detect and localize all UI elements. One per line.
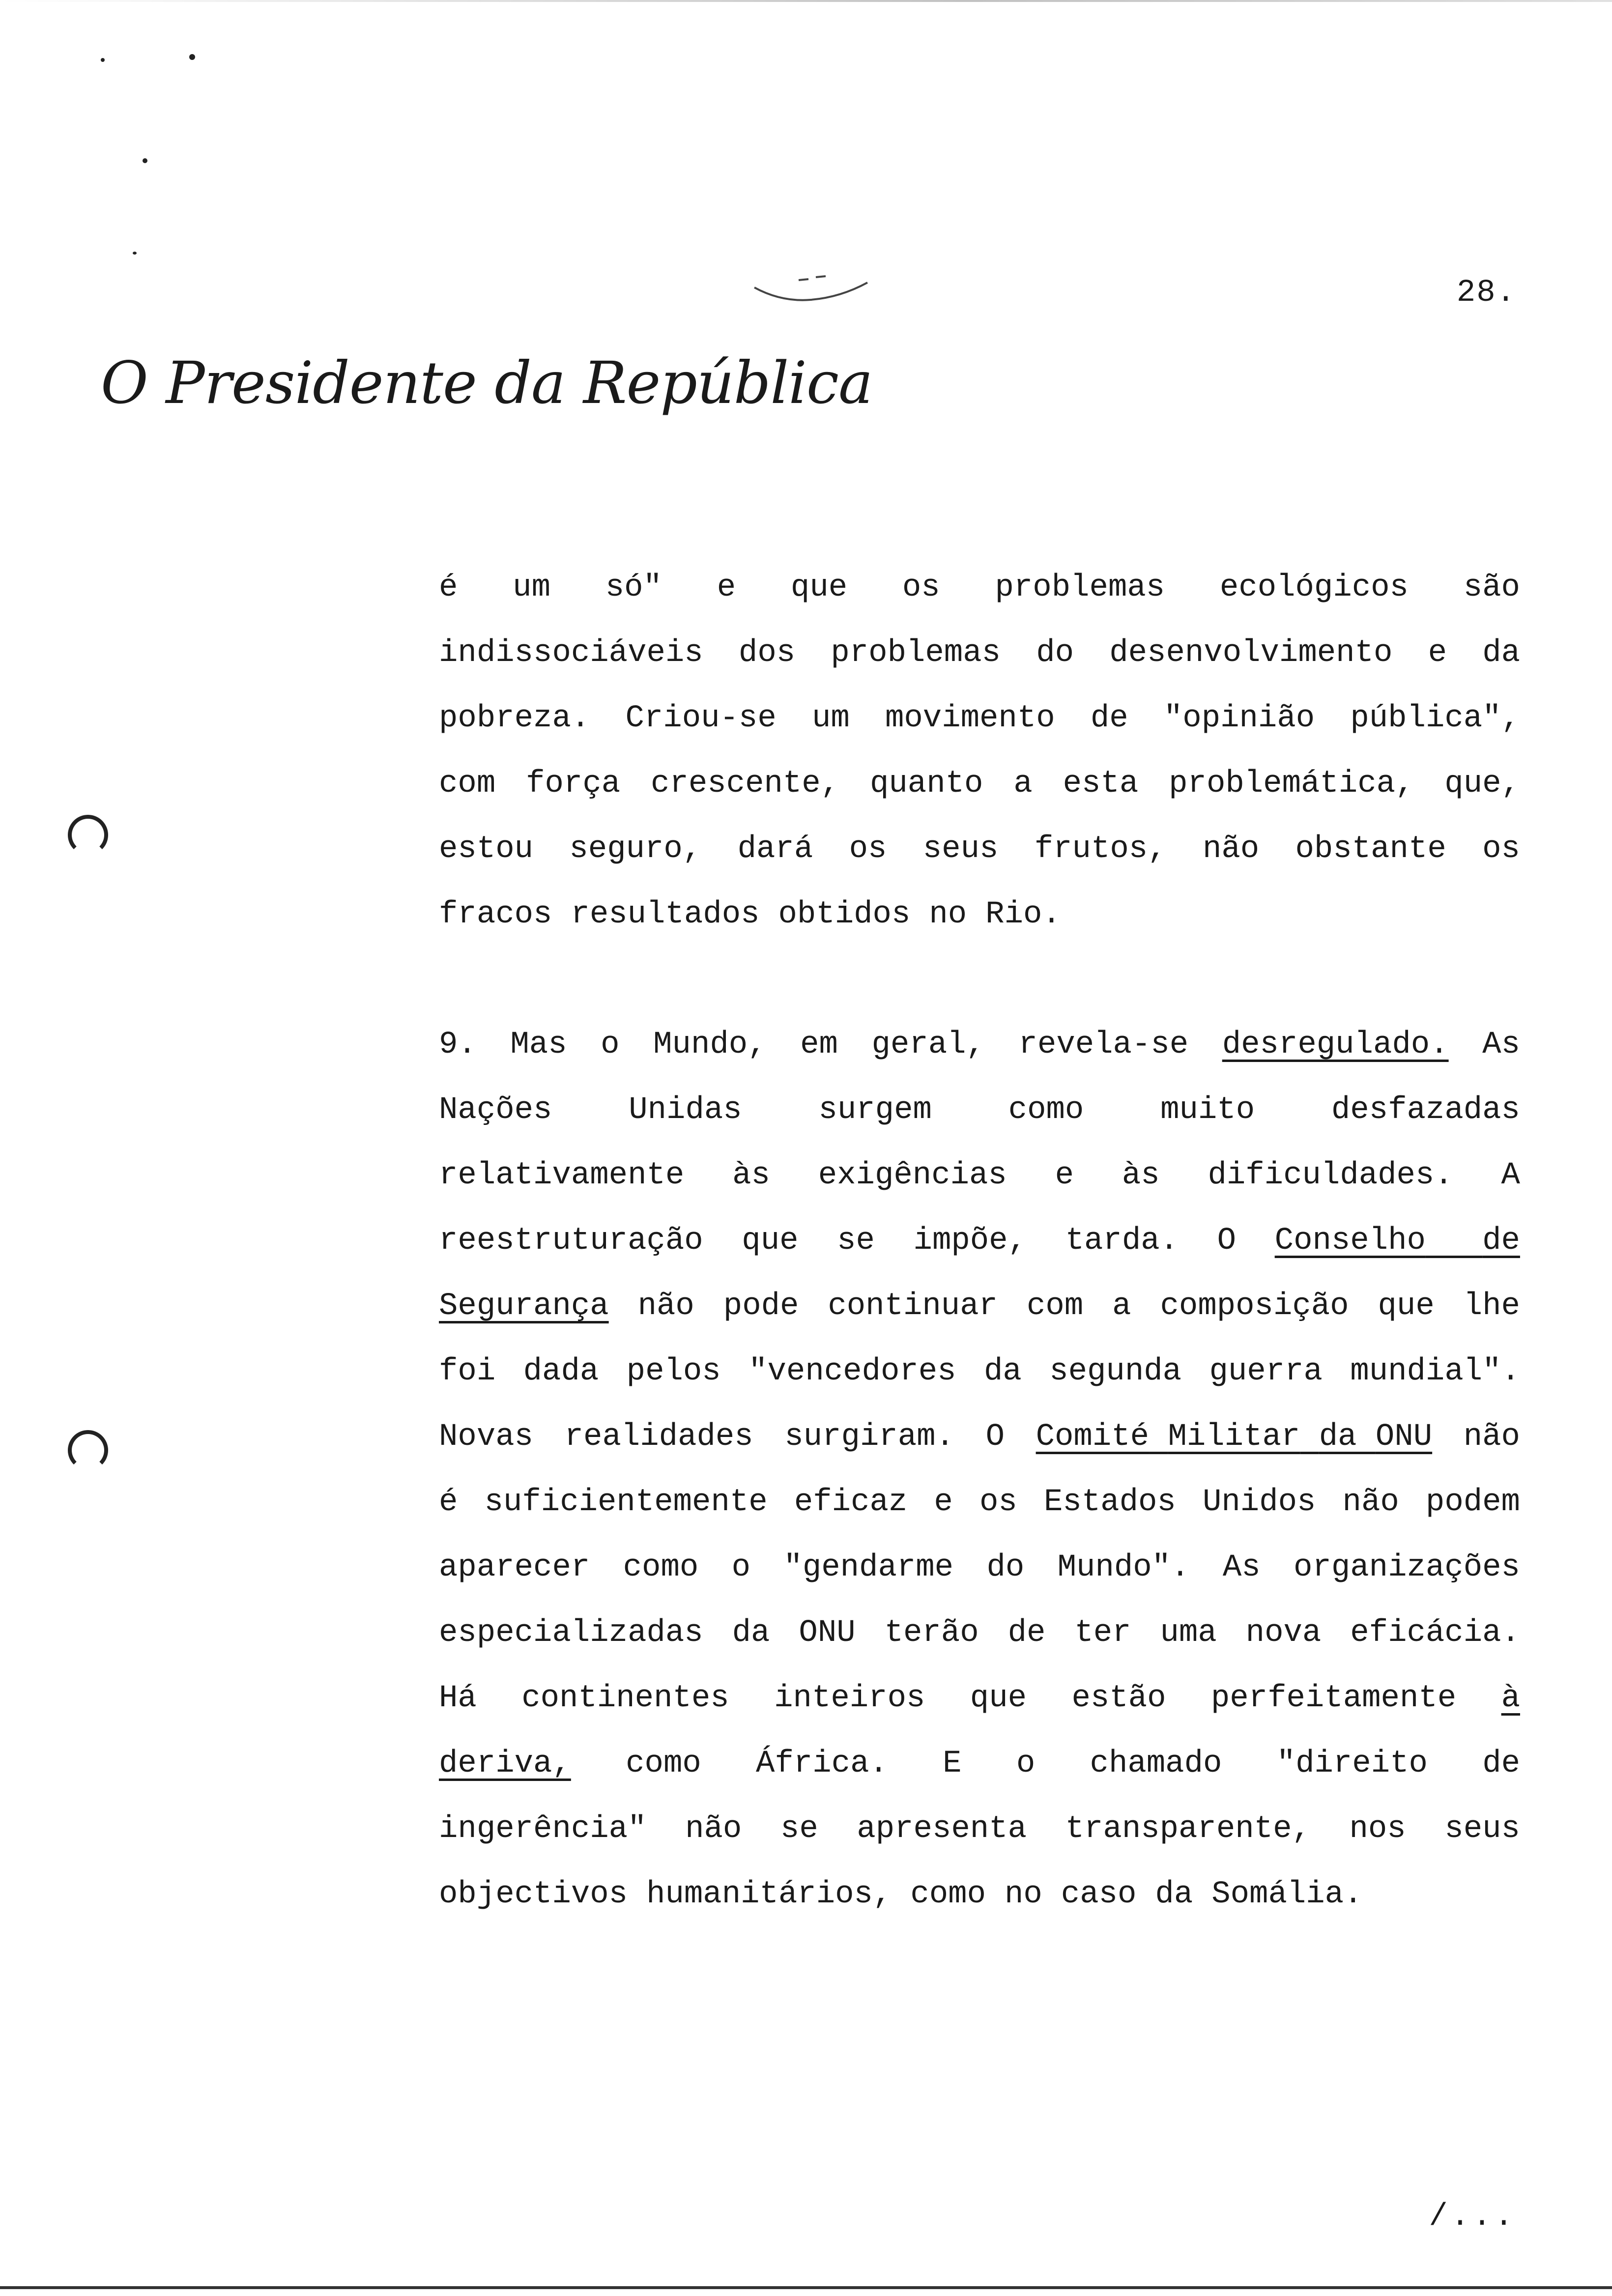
word: Unidos — [1202, 1485, 1316, 1520]
punch-hole — [68, 1430, 108, 1470]
word: relativamente — [439, 1158, 685, 1193]
word: estão — [1071, 1681, 1166, 1716]
word: como — [626, 1746, 701, 1781]
word: O — [1217, 1223, 1237, 1259]
word: dos — [738, 635, 796, 671]
word: segunda — [1049, 1354, 1182, 1389]
word: desfazadas — [1331, 1092, 1520, 1128]
word: da — [1482, 635, 1520, 671]
word: são — [1463, 570, 1520, 605]
word: o — [731, 1550, 751, 1585]
word: revela-se — [1018, 1027, 1189, 1062]
word: apresenta — [857, 1811, 1027, 1847]
word: problemática, — [1169, 766, 1414, 802]
word: Nações — [439, 1092, 552, 1128]
word: de — [1008, 1615, 1046, 1651]
word: fracos — [439, 897, 552, 932]
word: Estados — [1043, 1485, 1176, 1520]
word: a — [1013, 766, 1033, 802]
word: quanto — [869, 766, 983, 802]
word: da — [1319, 1419, 1357, 1455]
word: aparecer — [439, 1550, 590, 1585]
paragraph-1 — [439, 555, 1520, 947]
word: Criou-se — [625, 701, 777, 736]
word: o — [1016, 1746, 1036, 1781]
word: pública", — [1350, 701, 1520, 736]
word: realidades — [564, 1419, 753, 1455]
text-line — [439, 1666, 1520, 1731]
word: Rio. — [985, 897, 1061, 932]
word: os — [849, 832, 887, 867]
word: em — [800, 1027, 838, 1062]
word: que, — [1444, 766, 1520, 802]
paragraph-9 — [439, 1012, 1520, 1927]
word: ONU — [799, 1615, 856, 1651]
word: nos — [1349, 1811, 1406, 1847]
word: e — [717, 570, 736, 605]
word: dificuldades. — [1208, 1158, 1453, 1193]
word: exigências — [818, 1158, 1007, 1193]
letterhead-signature: O Presidente da República — [101, 349, 873, 417]
word: só" — [605, 570, 662, 605]
word: frutos, — [1034, 832, 1167, 867]
word: às — [732, 1158, 770, 1193]
text-line — [439, 1731, 1520, 1797]
word: e — [1428, 635, 1447, 671]
word: mundial". — [1350, 1354, 1520, 1389]
word: que — [790, 570, 848, 605]
word: foi — [439, 1354, 496, 1389]
word: Somália. — [1211, 1877, 1363, 1912]
text-line — [439, 1012, 1520, 1078]
word: os — [902, 570, 940, 605]
word: um — [811, 701, 850, 736]
word: e — [934, 1485, 953, 1520]
word: dará — [737, 832, 813, 867]
word: crescente, — [651, 766, 840, 802]
word: E — [943, 1746, 962, 1781]
word: organizações — [1294, 1550, 1520, 1585]
word: com — [439, 766, 496, 802]
word: O — [985, 1419, 1005, 1455]
underlined-term — [1036, 1405, 1433, 1470]
scan-speck — [143, 158, 147, 163]
word: de — [1482, 1746, 1520, 1781]
word: Há — [439, 1681, 477, 1716]
word: é — [439, 570, 458, 605]
word: da — [983, 1354, 1022, 1389]
word: ecológicos — [1219, 570, 1409, 605]
text-line — [439, 1078, 1520, 1143]
word: não — [637, 1289, 694, 1324]
text-line — [439, 817, 1520, 882]
word: surgiram. — [784, 1419, 954, 1455]
word: de — [1482, 1223, 1520, 1259]
word: inteiros — [774, 1681, 925, 1716]
word: terão — [884, 1615, 979, 1651]
word: pobreza. — [439, 701, 590, 736]
word: é — [439, 1485, 458, 1520]
underlined-term: à — [1501, 1681, 1520, 1716]
word: "direito — [1276, 1746, 1428, 1781]
underlined-term: deriva, — [439, 1746, 571, 1781]
word: nova — [1245, 1615, 1322, 1651]
word: não — [685, 1811, 742, 1847]
word: humanitários, — [646, 1877, 892, 1912]
text-line — [439, 751, 1520, 817]
word: resultados — [571, 897, 760, 932]
word: eficácia. — [1350, 1615, 1520, 1651]
word: da — [732, 1615, 770, 1651]
text-line — [439, 1405, 1520, 1470]
word: ter — [1074, 1615, 1131, 1651]
word: dada — [523, 1354, 599, 1389]
word: composição — [1160, 1289, 1349, 1324]
word: surgem — [818, 1092, 932, 1128]
word: que — [1378, 1289, 1435, 1324]
word: não — [1202, 832, 1260, 867]
text-line — [439, 1797, 1520, 1862]
word: guerra — [1209, 1354, 1323, 1389]
scan-speck — [189, 54, 195, 60]
word: podem — [1425, 1485, 1520, 1520]
word: Militar — [1168, 1419, 1300, 1455]
word: Mas — [510, 1027, 567, 1062]
continuation-mark: /... — [1429, 2199, 1516, 2235]
word: Conselho — [1274, 1223, 1426, 1259]
text-line — [439, 1143, 1520, 1208]
word: obtidos — [778, 897, 911, 932]
word: reestruturação — [439, 1223, 703, 1259]
word: um — [513, 570, 550, 605]
word: os — [979, 1485, 1017, 1520]
word: especializadas — [439, 1615, 703, 1651]
word: geral, — [871, 1027, 985, 1062]
word: no — [1004, 1877, 1042, 1912]
word: tarda. — [1065, 1223, 1179, 1259]
text-line — [439, 1274, 1520, 1339]
word: do — [986, 1550, 1025, 1585]
text-line — [439, 1535, 1520, 1601]
word: indissociáveis — [439, 635, 703, 671]
word: estou — [439, 832, 534, 867]
word: muito — [1160, 1092, 1255, 1128]
word: da — [1155, 1877, 1193, 1912]
bottom-rule — [0, 2286, 1612, 2289]
word: "vencedores — [748, 1354, 956, 1389]
word: transparente, — [1065, 1811, 1311, 1847]
word: a — [1112, 1289, 1131, 1324]
word: no — [929, 897, 967, 932]
word: Novas — [439, 1419, 534, 1455]
word: os — [1482, 832, 1520, 867]
word: pode — [723, 1289, 799, 1324]
scan-speck — [133, 252, 137, 255]
word: se — [780, 1811, 818, 1847]
word: perfeitamente — [1210, 1681, 1457, 1716]
word: lhe — [1463, 1289, 1520, 1324]
word: força — [526, 766, 621, 802]
word: com — [1026, 1289, 1084, 1324]
word: às — [1122, 1158, 1160, 1193]
word: eficaz — [794, 1485, 908, 1520]
word: continuar — [828, 1289, 998, 1324]
text-line — [439, 621, 1520, 686]
word: "opinião — [1163, 701, 1315, 736]
pen-mark — [752, 265, 870, 310]
word: que — [742, 1223, 799, 1259]
punch-hole — [68, 815, 108, 855]
text-line — [439, 1601, 1520, 1666]
word: África. — [756, 1746, 888, 1781]
word: ONU — [1375, 1419, 1433, 1455]
word: seus — [922, 832, 999, 867]
text-line — [439, 1470, 1520, 1535]
text-line — [439, 882, 1520, 947]
word: As — [1482, 1027, 1520, 1062]
word: chamado — [1090, 1746, 1222, 1781]
word: objectivos — [439, 1877, 628, 1912]
word: ingerência" — [439, 1811, 647, 1847]
text-line — [439, 555, 1520, 621]
page-top-edge — [0, 0, 1612, 2]
word: Mundo, — [653, 1027, 767, 1062]
word: uma — [1160, 1615, 1217, 1651]
word: se — [837, 1223, 875, 1259]
underlined-term — [1275, 1208, 1520, 1274]
word: "gendarme — [783, 1550, 954, 1585]
word: e — [1055, 1158, 1074, 1193]
word: As — [1222, 1550, 1261, 1585]
word: 9. — [439, 1027, 477, 1062]
word: impõe, — [913, 1223, 1027, 1259]
word: Mundo". — [1057, 1550, 1190, 1585]
word: que — [970, 1681, 1027, 1716]
word: o — [601, 1027, 620, 1062]
word: Comité — [1036, 1419, 1150, 1455]
underlined-term: desregulado. — [1222, 1027, 1449, 1062]
word: obstante — [1295, 832, 1446, 867]
word: movimento — [885, 701, 1055, 736]
word: problemas — [831, 635, 1001, 671]
word: caso — [1061, 1877, 1137, 1912]
word: de — [1090, 701, 1128, 736]
text-line — [439, 1208, 1520, 1274]
word: como — [910, 1877, 986, 1912]
word: seguro, — [569, 832, 702, 867]
word: não — [1463, 1419, 1520, 1455]
word: como — [623, 1550, 699, 1585]
word: continentes — [521, 1681, 729, 1716]
word: Unidas — [629, 1092, 742, 1128]
word: seus — [1444, 1811, 1520, 1847]
text-line — [439, 1339, 1520, 1405]
word: não — [1342, 1485, 1399, 1520]
underlined-term: Segurança — [439, 1289, 609, 1324]
page-number: 28. — [1456, 275, 1516, 311]
word: problemas — [995, 570, 1165, 605]
word: desenvolvimento — [1109, 635, 1393, 671]
text-line — [439, 1862, 1520, 1927]
word: A — [1501, 1158, 1520, 1193]
word: esta — [1063, 766, 1139, 802]
word: como — [1008, 1092, 1084, 1128]
word: pelos — [626, 1354, 721, 1389]
text-line — [439, 686, 1520, 751]
word: suficientemente — [484, 1485, 768, 1520]
scan-speck — [101, 58, 105, 62]
word: do — [1036, 635, 1074, 671]
